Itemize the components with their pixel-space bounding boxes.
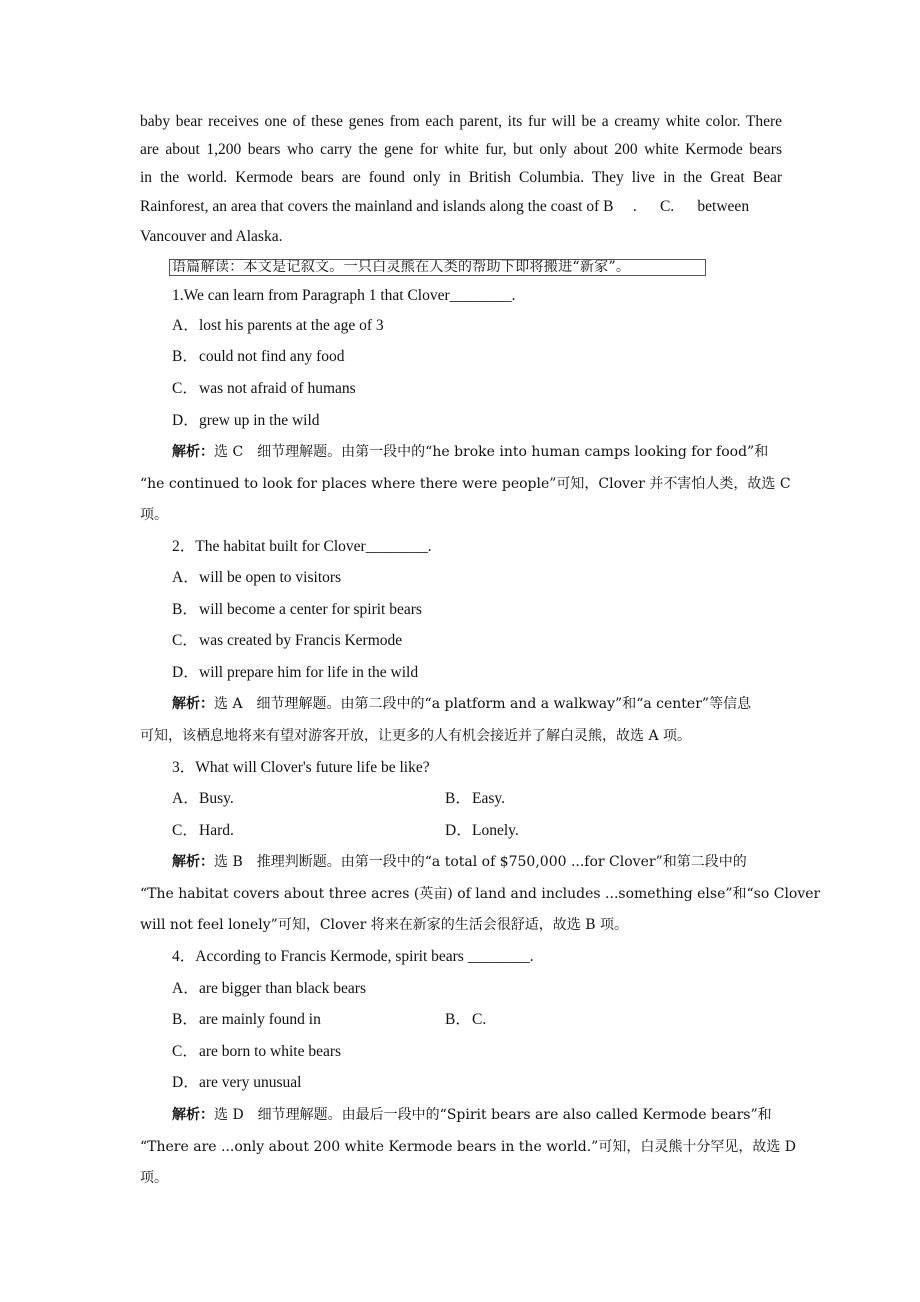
option-label: A． <box>172 790 199 807</box>
option-text: are very unusual <box>199 1074 302 1091</box>
analysis-label: 解析： <box>172 444 214 460</box>
analysis-line: 项。 <box>140 1170 168 1186</box>
question-4-option-d <box>172 1073 782 1093</box>
option-text: Hard. <box>199 822 234 839</box>
option-label: D． <box>172 1074 199 1091</box>
question-3-stem: 3．What will Clover's future life be like? <box>172 759 430 776</box>
option-text: will become a center for spirit bears <box>199 601 422 618</box>
analysis-line: 项。 <box>140 507 168 523</box>
option-text: lost his parents at the age of 3 <box>199 317 384 334</box>
question-2-option-c <box>172 631 782 651</box>
option-label: B． <box>172 601 198 618</box>
option-label: C． <box>172 632 198 649</box>
passage-line: Rainforest, an area that covers the mainland and islands along the coast of B . C. between <box>140 198 750 215</box>
option-text: are born to white bears <box>199 1043 342 1060</box>
option-label: B． <box>445 1011 471 1028</box>
question-2-option-d <box>172 663 782 683</box>
option-text: are mainly found in <box>199 1011 321 1028</box>
option-text: was not afraid of humans <box>199 380 356 397</box>
option-label: D． <box>172 664 199 681</box>
option-label: D． <box>172 412 199 429</box>
option-label: B． <box>172 348 198 365</box>
option-text: could not find any food <box>199 348 345 365</box>
question-3-option-b <box>445 789 920 809</box>
option-label: A． <box>172 317 199 334</box>
passage-line: baby bear receives one of these genes from each parent, its fur will be a creamy white color. There <box>140 113 782 130</box>
analysis-text: 选 C 细节理解题。由第一段中的“he broke into human camps looking for food”和 <box>214 444 769 460</box>
question-4-option-a <box>172 979 782 999</box>
passage-summary-box: 语篇解读：本文是记叙文。一只白灵熊在人类的帮助下即将搬进“新家”。 <box>169 259 706 276</box>
question-4-stem: 4．According to Francis Kermode, spirit bears ________. <box>172 948 534 965</box>
analysis-line: will not feel lonely”可知，Clover 将来在新家的生活会很舒适，故选 B 项。 <box>140 917 628 933</box>
option-text: are bigger than black bears <box>199 980 366 997</box>
option-text: grew up in the wild <box>199 412 320 429</box>
option-label: C． <box>172 822 198 839</box>
option-text: was created by Francis Kermode <box>199 632 403 649</box>
analysis-line: “The habitat covers about three acres (英亩) of land and includes ...something else”和“so Clover <box>140 886 821 902</box>
option-text: Busy. <box>199 790 234 807</box>
option-label: D． <box>445 822 472 839</box>
question-4-analysis <box>172 1105 782 1125</box>
option-text: Lonely. <box>472 822 519 839</box>
question-2-option-a <box>172 568 782 588</box>
question-1-option-d <box>172 411 782 431</box>
option-text: C. <box>472 1011 487 1028</box>
option-label: B． <box>445 790 471 807</box>
analysis-label: 解析： <box>172 1107 214 1123</box>
question-4-option-b-fragment <box>445 1010 920 1030</box>
question-1-option-b <box>172 347 782 367</box>
option-text: will prepare him for life in the wild <box>199 664 419 681</box>
analysis-text: 选 D 细节理解题。由最后一段中的“Spirit bears are also called Kermode bears”和 <box>214 1107 772 1123</box>
question-3-analysis <box>172 852 782 872</box>
analysis-label: 解析： <box>172 696 214 712</box>
option-text: will be open to visitors <box>199 569 342 586</box>
option-label: C． <box>172 380 198 397</box>
passage-line: are about 1,200 bears who carry the gene for white fur, but only about 200 white Kermode bears <box>140 141 782 158</box>
question-1-stem: 1.We can learn from Paragraph 1 that Clover________. <box>172 287 516 304</box>
option-label: C． <box>172 1043 198 1060</box>
option-label: B． <box>172 1011 198 1028</box>
question-1-option-a <box>172 316 782 336</box>
passage-line: Vancouver and Alaska. <box>140 228 283 245</box>
option-label: A． <box>172 980 199 997</box>
analysis-text: 选 A 细节理解题。由第二段中的“a platform and a walkway”和“a center”等信息 <box>214 696 752 712</box>
analysis-line: “There are ...only about 200 white Kermode bears in the world.”可知，白灵熊十分罕见，故选 D <box>140 1139 797 1155</box>
question-2-option-b <box>172 600 782 620</box>
option-label: A． <box>172 569 199 586</box>
question-1-option-c <box>172 379 782 399</box>
analysis-line: 可知，该栖息地将来有望对游客开放，让更多的人有机会接近并了解白灵熊，故选 A 项。 <box>140 728 692 744</box>
analysis-label: 解析： <box>172 854 214 870</box>
analysis-text: 选 B 推理判断题。由第一段中的“a total of $750,000 ...for Clover”和第二段中的 <box>214 854 747 870</box>
analysis-line: “he continued to look for places where there were people”可知，Clover 并不害怕人类，故选 C <box>140 476 791 492</box>
question-4-option-c <box>172 1042 782 1062</box>
question-3-option-d <box>445 821 920 841</box>
question-1-analysis <box>172 442 782 462</box>
question-2-stem: 2．The habitat built for Clover________. <box>172 538 432 555</box>
option-text: Easy. <box>472 790 505 807</box>
passage-line: in the world. Kermode bears are found only in British Columbia. They live in the Great Bear <box>140 169 782 186</box>
question-2-analysis <box>172 694 782 714</box>
